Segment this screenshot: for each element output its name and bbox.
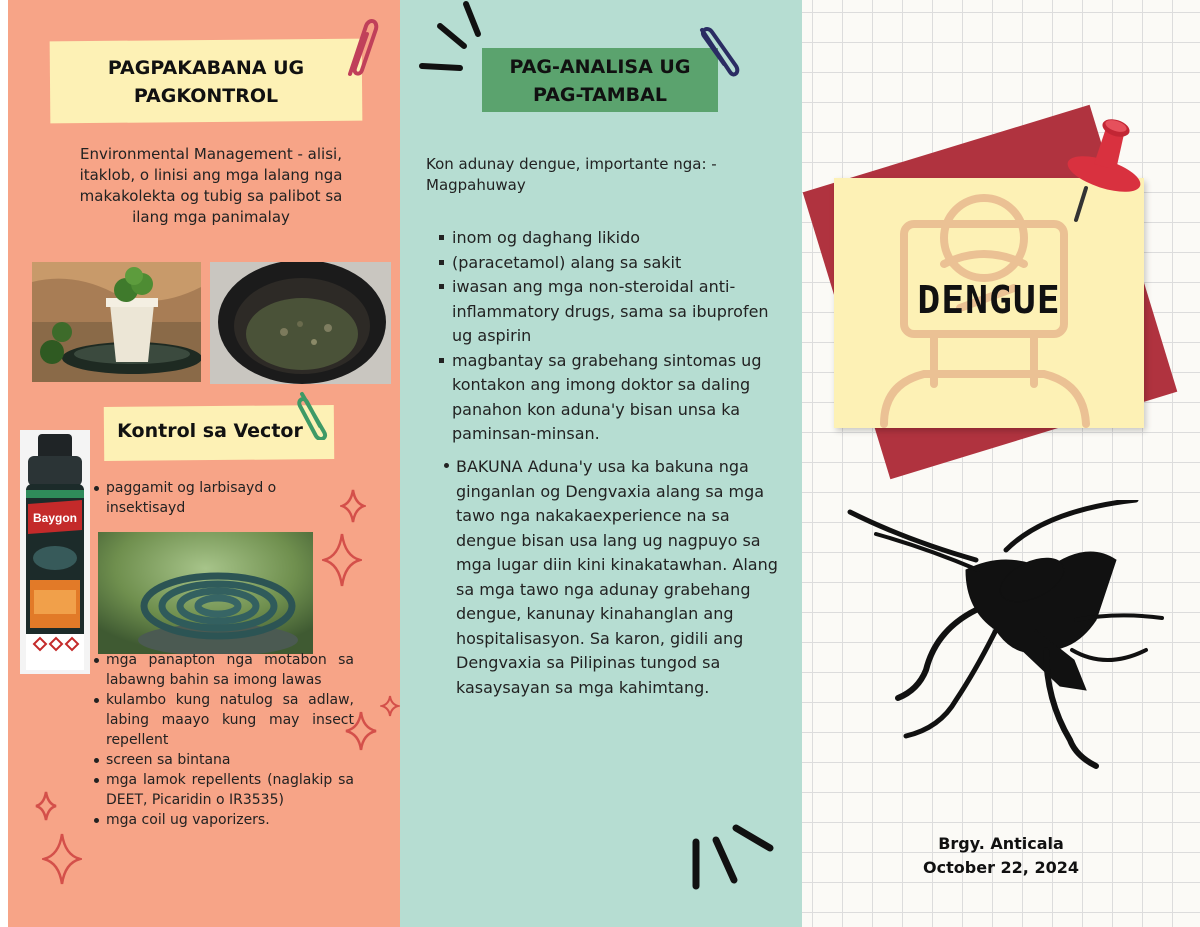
vaccine-text: BAKUNA Aduna'y usa ka bakuna nga ginganlan og Dengvaxia alang sa mga tawo nga nakakaexperience na sa dengue bisan usa lang ug nagpuyo sa mga lugar diin kini kinakatawhan. Alang sa mga tawo nga adunay grabehang dengue, kanunay kinahanglan ang hospitalisasyon. Sa karon, gidili ang Dengvaxia sa Pilipinas tungod sa kasaysayan sa mga kahimtang.	[442, 455, 782, 700]
stagnant-water-container-photo	[210, 262, 391, 384]
paperclip-icon	[336, 14, 382, 82]
flower-pot-photo	[32, 262, 201, 382]
middle-heading: PAG-ANALISA UG PAG-TAMBAL	[509, 56, 691, 106]
list-item: screen sa bintana	[92, 750, 354, 770]
sparkle-icon	[322, 532, 362, 588]
vector-heading: Kontrol sa Vector	[117, 420, 303, 442]
pushpin-icon	[1058, 104, 1150, 224]
sparkle-icon	[34, 790, 58, 822]
vector-list	[92, 478, 312, 518]
middle-panel	[400, 0, 802, 927]
barangay-label: Brgy. Anticala	[938, 834, 1064, 853]
environmental-management-text: Environmental Management - alisi, itaklob, o linisi ang mga lalang nga makakolekta og tubig sa palibot sa ilang mga panimalay	[79, 145, 343, 226]
right-panel	[802, 0, 1200, 927]
paperclip-icon	[294, 384, 334, 440]
list-item: (paracetamol) alang sa sakit	[436, 251, 792, 276]
insecticide-spray-photo	[20, 430, 90, 674]
treatment-list	[436, 226, 792, 447]
accent-lines-icon	[684, 818, 784, 898]
list-item: paggamit og larbisayd o insektisayd	[92, 478, 312, 518]
list-item: mga panapton nga motabon sa labawng bahin sa imong lawas	[92, 650, 354, 690]
left-panel	[8, 0, 400, 927]
sparkle-icon	[340, 488, 366, 524]
title: DENGUE	[917, 278, 1061, 322]
treatment-intro: Kon adunay dengue, importante nga: - Magpahuway	[426, 155, 717, 194]
spray-brand-label: Baygon	[32, 511, 78, 525]
list-item: mga coil ug vaporizers.	[92, 810, 354, 830]
sparkle-icon	[42, 832, 82, 886]
mosquito-coil-photo	[98, 532, 313, 654]
list-item: inom og daghang likido	[436, 226, 792, 251]
list-item: mga lamok repellents (naglakip sa DEET, Picaridin o IR3535)	[92, 770, 354, 810]
sparkle-icon	[344, 710, 378, 752]
mosquito-silhouette-icon	[846, 500, 1164, 770]
list-item: kulambo kung natulog sa adlaw, labing maayo kung may insect repellent	[92, 690, 354, 750]
list-item: magbantay sa grabehang sintomas ug kontakon ang imong doktor sa daling panahon kon aduna'y bisan unsa ka paminsan-minsan.	[436, 349, 792, 447]
sparkle-icon	[380, 694, 400, 718]
left-heading: PAGPAKABANA UG PAGKONTROL	[107, 57, 305, 107]
vaccine-section	[442, 455, 782, 700]
protection-list	[92, 650, 354, 830]
list-item: iwasan ang mga non-steroidal anti-inflammatory drugs, sama sa ibuprofen ug aspirin	[436, 275, 792, 349]
paperclip-icon	[694, 18, 742, 80]
date-label: October 22, 2024	[923, 858, 1079, 877]
